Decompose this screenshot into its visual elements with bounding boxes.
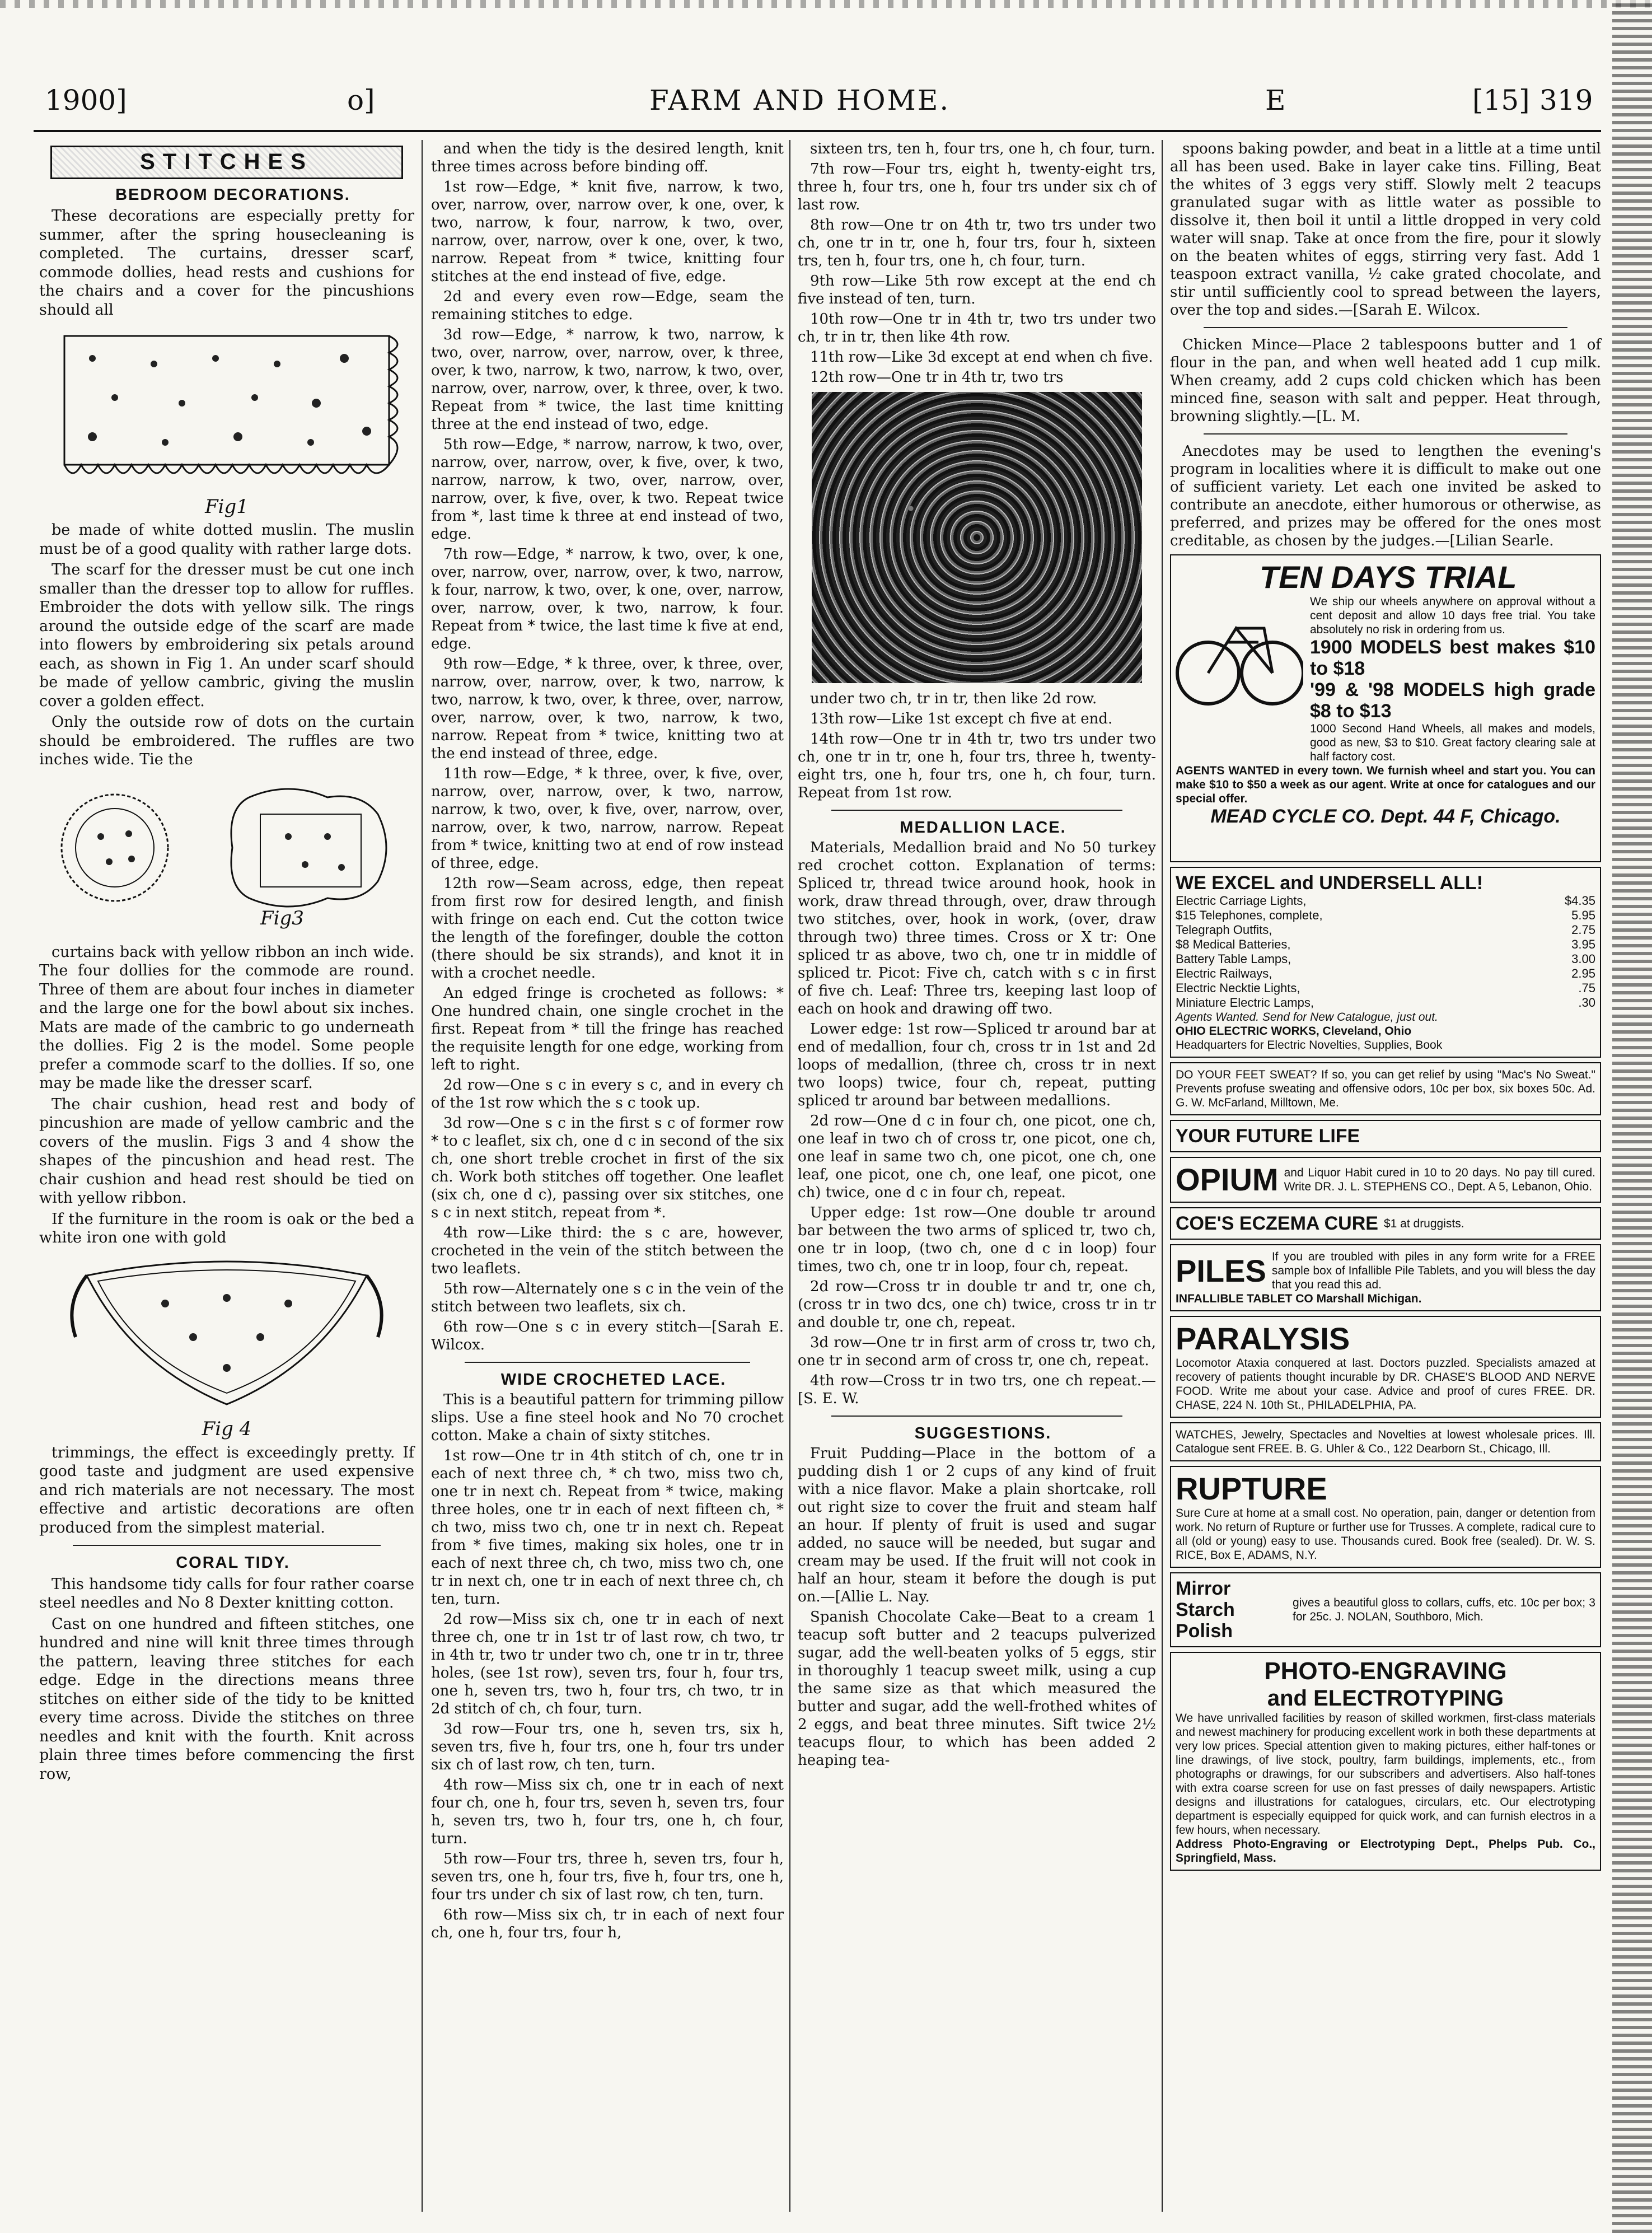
medallion-paragraph: 2d row—One d c in four ch, one picot, one ch, one leaf in two ch of cross tr, one picot, one ch, one leaf in same two ch, one picot, one ch, one leaf, one picot, one ch, one leaf, one picot, one ch) twice, one d c in four ch, repeat. [798, 1113, 1156, 1201]
price-list-row [1176, 952, 1595, 966]
binding-edge [1612, 0, 1652, 2233]
section-rule [73, 1545, 381, 1546]
ad-eczema-text: $1 at druggists. [1383, 1217, 1464, 1230]
lace-paragraph: 13th row—Like 1st except ch five at end. [810, 711, 1113, 727]
page-number: 319 [1539, 84, 1593, 116]
price-item-price: 2.75 [1571, 923, 1595, 937]
ad-future-text: LIFE [1318, 1125, 1360, 1147]
tidy-paragraph: 6th row—One s c in every stitch—[Sarah E. Wilcox. [431, 1319, 784, 1353]
column-1 [39, 140, 414, 1786]
medallion-paragraph: 4th row—Cross tr in two trs, one ch repeat.—[S. E. W. [798, 1372, 1156, 1407]
lace-paragraph: 14th row—One tr in 4th tr, two trs under two ch, one tr in tr, one h, four trs, three h, twenty-eight trs, one h, four trs, one h, ch four, turn. Repeat from 1st row. [798, 731, 1156, 801]
ad-photo-address: Address Photo-Engraving or Electrotyping Dept., Phelps Pub. Co., Springfield, Mass. [1176, 1838, 1595, 1865]
lace-paragraph: This is a beautiful pattern for trimming pillow slips. Use a fine steel hook and No 70 crochet cotton. Make a chain of sixty stitches. [431, 1391, 784, 1444]
price-item-price: .75 [1578, 981, 1595, 995]
tidy-paragraph: 4th row—Like third: the s c are, however, crocheted in the vein of the stitch between the two leaflets. [431, 1225, 784, 1277]
ad-rupture-text: Sure Cure at home at a small cost. No operation, pain, danger or detention from work. No return of Rupture or further use for Trusses. A complete, radical cure to all (old or young) easy to use. Thousands cured. Book free (sealed). Dr. W. S. RICE, Box E, ADAMS, N.Y. [1176, 1507, 1595, 1562]
lace-paragraph: 1st row—One tr in 4th stitch of ch, one tr in each of next three ch, * ch two, miss two ch, one tr in next ch. Repeat from * twice, making three holes, one tr in each of next fifteen ch, * ch two, miss two ch, one tr in next ch. Repeat from * five times, making six holes, one tr in each of next three ch, ch two, miss two ch, one tr in next ch, one tr in each of next three ch, ch ten, turn. [431, 1447, 784, 1608]
ad-eczema [1170, 1207, 1601, 1240]
ad-trial-text: We ship our wheels anywhere on approval without a cent deposit and allow 10 days free trial. You take absolutely no risk in ordering from us. [1310, 595, 1595, 636]
ad-mirror-text: gives a beautiful gloss to collars, cuffs, etc. 10c per box; 3 for 25c. J. NOLAN, Southboro, Mich. [1293, 1596, 1595, 1623]
tidy-paragraph: 1st row—Edge, * knit five, narrow, k two, over, narrow, over, narrow over, k one, over, k two, narrow, k four, narrow, k two, over, narrow, over, narrow, over k one, over, k two, narrow. Repeat from * twice, knitting four stitches at the end instead of five, edge. [431, 179, 784, 285]
bedroom-paragraph: Only the outside row of dots on the curtain should be embroidered. The ruffles are two inches wide. Tie the [39, 713, 414, 768]
price-list-row [1176, 923, 1595, 937]
coral-tidy-heading: CORAL TIDY. [176, 1554, 290, 1572]
ad-trial-company: MEAD CYCLE CO. Dept. 44 F, Chicago. [1210, 806, 1561, 827]
ad-watches [1170, 1422, 1601, 1461]
column-4 [1170, 140, 1601, 1875]
anecdote-paragraph: Anecdotes may be used to lengthen the evening's program in localities where it is difficult to make out one of sufficient variety. Let each one invited be asked to contribute an anecdote, either humorous or otherwise, as preferred, and prizes may be offered for the ones most creditable, as chosen by the judges.—[Lilian Searle. [1170, 443, 1601, 549]
lace-paragraph: 5th row—Four trs, three h, seven trs, four h, seven trs, one h, four trs, five h, four trs, one h, four trs under ch six of last row, ch ten, turn. [431, 1851, 784, 1903]
ad-photo-title: PHOTO-ENGRAVING [1264, 1657, 1507, 1685]
column-rule-2 [789, 140, 790, 2212]
lace-paragraph: sixteen trs, ten h, four trs, one h, ch four, turn. [810, 141, 1155, 157]
ad-excel-wanted: Agents Wanted. Send for New Catalogue, just out. [1176, 1011, 1438, 1024]
bedroom-paragraph: be made of white dotted muslin. The muslin must be of a good quality with rather large dots. [39, 521, 414, 558]
pincushion-illustration [48, 775, 406, 921]
price-item-name: Electric Railways, [1176, 966, 1272, 980]
tidy-paragraph: 3d row—Edge, * narrow, k two, narrow, k two, over, narrow, over, narrow, over, k three, over, k two, narrow, k two, narrow, k two, over, narrow, over, narrow, over, k three, over, k two. Repeat from * twice, the last time knitting three at the end instead of two, edge. [431, 326, 784, 433]
price-list-row [1176, 894, 1595, 908]
medallion-paragraph: Lower edge: 1st row—Spliced tr around bar at end of medallion, four ch, cross tr in 1st and 2d loops of medallion, (three ch, cross tr in next two loops) twice, four ch, repeat, putting spliced tr around bar between medallions. [798, 1021, 1156, 1109]
medallion-lace-heading: MEDALLION LACE. [900, 819, 1066, 837]
ad-future-title: YOUR FUTURE [1176, 1125, 1313, 1147]
tidy-paragraph: 5th row—Edge, * narrow, narrow, k two, over, narrow, over, narrow, over, k five, over, k two, narrow, narrow, k two, over, narrow, over, narrow, over, k five, over, k two. Repeat twice from *, last time k three at end instead of two, edge. [431, 436, 784, 543]
ad-piles-text: If you are troubled with piles in any form write for a FREE sample box of Infallible Pile Tablets, and you will bless the day that you read this ad. [1271, 1250, 1595, 1291]
wide-lace-heading: WIDE CROCHETED LACE. [500, 1371, 727, 1389]
price-item-price: 3.95 [1571, 937, 1595, 951]
price-item-price: 3.00 [1571, 952, 1595, 966]
column-rule-3 [1162, 140, 1163, 2212]
ad-trial-text-2: 1000 Second Hand Wheels, all makes and models, good as new, $3 to $10. Great factory clearing sale at half factory cost. [1310, 722, 1595, 763]
tidy-paragraph: An edged fringe is crocheted as follows: * One hundred chain, one single crochet in the first. Repeat from * till the fringe has reached the requisite length for one edge, working from left to right. [431, 985, 784, 1073]
recipe-paragraph: spoons baking powder, and beat in a little at a time until all has been used. Bake in layer cake tins. Filling, Beat the whites of 3 eggs very stiff. Slowly melt 2 teacups granulated sugar with as little water as possible to dissolve it, then boil it until a little dropped in very cold water will snap. Take at once from the fire, pour it slowly on the beaten whites of eggs, stirring very fast. Add 1 teaspoon extract vanilla, ½ cake grated chocolate, and stir until sufficiently cool to spread between the layers, over the top and sides.—[Sarah E. Wilcox. [1170, 141, 1601, 319]
ad-electric-works [1170, 867, 1601, 1058]
price-item-name: Electric Carriage Lights, [1176, 894, 1307, 908]
recipe-paragraph: Chicken Mince—Place 2 tablespoons butter and 1 of flour in the pan, and when well heated add 1 cup milk. When creamy, add 2 cups cold chicken which has been minced fine, season with salt and pepper. Heat through, browning slightly.—[L. M. [1170, 337, 1601, 425]
lace-paragraph: 2d row—Miss six ch, one tr in each of next three ch, one tr in 1st tr of last row, ch two, tr in 4th tr, two tr under two ch, one tr in tr, three holes, (see 1st row), seven trs, four h, four trs, one h, seven trs, two h, four trs, ch two, tr in 2d stitch of ch, ch four, turn. [431, 1611, 784, 1717]
ad-excel-company: OHIO ELECTRIC WORKS, Cleveland, Ohio [1176, 1025, 1412, 1038]
price-item-price: $4.35 [1564, 894, 1595, 908]
tidy-paragraph: 3d row—One s c in the first s c of former row * to c leaflet, six ch, one d c in second of the six ch, one short treble crochet in first of the six ch. Work both stitches off together. One leaflet (six ch, one d c), passing over six stitches, one s c in next stitch, repeat from *. [431, 1115, 784, 1221]
stitches-title-graphic: STITCHES [50, 146, 403, 179]
ad-paralysis-text: Locomotor Ataxia conquered at last. Doctors puzzled. Specialists amazed at recovery of patients thought incurable by DR. CHASE'S BLOOD AND NERVE FOOD. Write me about your case. Advice and proof of cures FREE. DR. CHASE, 224 N. 10th St., PHILADELPHIA, PA. [1176, 1357, 1595, 1412]
lace-paragraph: 12th row—One tr in 4th tr, two trs [810, 369, 1064, 386]
ad-ten-days-trial [1170, 554, 1601, 862]
price-list-row [1176, 937, 1595, 952]
ad-trial-title: TEN DAYS TRIAL [1260, 559, 1517, 595]
header-mark-right: E [1265, 84, 1286, 116]
section-rule [465, 1362, 750, 1363]
coral-paragraph: Cast on one hundred and fifteen stitches, one hundred and nine will knit three times through the pattern, leaving three stitches for each edge. Edge in the directions means three stitches on either side of the tidy to be knitted every time across. Divide the stitches on three needles and knit with the fourth. Knit across plain three times before commencing the first row, [39, 1615, 414, 1783]
price-item-name: Telegraph Outfits, [1176, 923, 1272, 937]
price-item-name: Battery Table Lamps, [1176, 952, 1291, 966]
ad-opium-title: OPIUM [1176, 1162, 1279, 1197]
price-list-row [1176, 908, 1595, 923]
ad-trial-price-2: '99 & '98 MODELS high grade $8 to $13 [1310, 679, 1595, 722]
tidy-paragraph: and when the tidy is the desired length, knit three times across before binding off. [431, 141, 784, 175]
tidy-paragraph: 2d and every even row—Edge, seam the remaining stitches to edge. [431, 288, 784, 323]
torn-top-edge [0, 0, 1652, 8]
ad-eczema-title: COE'S ECZEMA CURE [1176, 1213, 1378, 1234]
suggestions-heading: SUGGESTIONS. [914, 1424, 1052, 1442]
price-list-row [1176, 966, 1595, 981]
ad-photo-title-2: and ELECTROTYPING [1267, 1686, 1504, 1711]
figure-3 [48, 775, 406, 937]
bedroom-paragraph: If the furniture in the room is oak or the bed a white iron one with gold [39, 1210, 414, 1246]
header-year: 1900] [45, 84, 127, 116]
tidy-paragraph: 7th row—Edge, * narrow, k two, over, k one, over, narrow, over, narrow, over, k two, narrow, k four, narrow, k two, over, k one, over, narrow, over, narrow, over, k two, narrow, k four. Repeat from * twice, the last time k five at end, edge. [431, 546, 784, 652]
ad-feet-text: DO YOUR FEET SWEAT? If so, you can get relief by using "Mac's No Sweat." Prevents profuse sweating and offensive odors, 10c per box, six boxes 50c. Ad. G. W. McFarland, Milltown, Me. [1176, 1068, 1595, 1109]
medallion-paragraph: 3d row—One tr in first arm of cross tr, two ch, one tr in second arm of cross tr, one ch, repeat. [798, 1334, 1156, 1369]
bedroom-paragraph: The scarf for the dresser must be cut one inch smaller than the dresser top to allow for ruffles. Embroider the dots with yellow silk. The rings around the outside edge of the scarf are made into flowers by embroidering six petals around each, as shown in Fig 1. An under scarf should be made of yellow cambric, giving the muslin cover a golden effect. [39, 561, 414, 710]
figure-4-caption: Fig 4 [202, 1418, 252, 1440]
price-item-name: $15 Telephones, complete, [1176, 908, 1323, 922]
ad-sweating-feet [1170, 1062, 1601, 1115]
tidy-paragraph: 12th row—Seam across, edge, then repeat from first row for desired length, and finish with fringe on each end. Cut the cotton twice the length of the forefinger, double the cotton (there should be six strands), and knot it in with a crochet needle. [431, 875, 784, 982]
figure-4 [53, 1253, 400, 1438]
tidy-paragraph: 11th row—Edge, * k three, over, k five, over, narrow, over, narrow, over, k two, narrow, narrow, k two, over, k five, over, narrow, over, narrow, over, k two, narrow, narrow. Repeat from * twice, knitting two at end of row instead of three, edge. [431, 765, 784, 872]
ad-opium [1170, 1157, 1601, 1203]
figure-1-caption: Fig1 [205, 495, 249, 518]
price-item-price: 2.95 [1571, 966, 1595, 980]
column-2 [431, 140, 784, 1944]
scarf-illustration [53, 325, 400, 493]
ad-mirror-title: Mirror Starch Polish [1176, 1578, 1235, 1642]
bedroom-paragraph: The chair cushion, head rest and body of pincushion are made of yellow cambric and the covers of the muslin. Figs 3 and 4 show the shapes of the pincushion and head rest. The chair cushion and head rest should be tied on with yellow ribbon. [39, 1095, 414, 1207]
lace-paragraph: 6th row—Miss six ch, tr in each of next four ch, one h, four trs, four h, [431, 1907, 784, 1941]
ad-your-future [1170, 1120, 1601, 1152]
page-title: FARM AND HOME. [649, 84, 951, 116]
section-rule [1204, 327, 1567, 328]
medallion-paragraph: Materials, Medallion braid and No 50 turkey red crochet cotton. Explanation of terms: Spliced tr, thread twice around hook, hook in work, draw thread through, over, draw through two stitches, over, hook in work, (over, draw through two) three times. Cross or X tr: One spliced tr as above, two ch, one tr in middle of spliced tr. Picot: Five ch, catch with s c in first of five ch. Leaf: Three trs, keeping last loop of each on hook and drawing off two. [798, 839, 1156, 1017]
section-rule [1204, 433, 1567, 435]
price-list-row [1176, 996, 1595, 1010]
ad-excel-title: WE EXCEL and UNDERSELL ALL! [1176, 872, 1483, 894]
lace-paragraph: 8th row—One tr on 4th tr, two trs under two ch, one tr in tr, one h, four trs, four h, sixteen trs, ten h, four trs, one h, ch four, turn. [798, 217, 1156, 269]
coral-paragraph: This handsome tidy calls for four rather coarse steel needles and No 8 Dexter knitting cotton. [39, 1575, 414, 1611]
header-mark-left: o] [347, 84, 375, 116]
lace-photograph [812, 392, 1142, 683]
figure-1 [53, 325, 400, 518]
ad-piles-title: PILES [1176, 1253, 1266, 1288]
price-item-name: Miniature Electric Lamps, [1176, 996, 1314, 1010]
ad-watches-text: WATCHES, Jewelry, Spectacles and Novelties at lowest wholesale prices. Ill. Catalogue sent FREE. B. G. Uhler & Co., 122 Dearborn St., Chicago, Ill. [1176, 1428, 1595, 1455]
price-item-name: Electric Necktie Lights, [1176, 981, 1300, 995]
column-3 [798, 140, 1156, 1772]
bedroom-paragraph: curtains back with yellow ribbon an inch wide. The four dollies for the commode are round. Three of them are about four inches in diameter and the large one for the bowl about six inches. Mats are made of the cambric to go underneath the dollies. Fig 2 is the model. Some people prefer a commode scarf to the dollies. If so, one may be made like the dresser scarf. [39, 943, 414, 1092]
ad-rupture-title: RUPTURE [1176, 1471, 1327, 1506]
ad-mirror-starch [1170, 1572, 1601, 1647]
section-rule [831, 810, 1122, 811]
tidy-paragraph: 5th row—Alternately one s c in the vein of the stitch between two leaflets, six ch. [431, 1281, 784, 1315]
lace-paragraph: under two ch, tr in tr, then like 2d row. [810, 690, 1097, 707]
lace-paragraph: 4th row—Miss six ch, one tr in each of next four ch, one h, four trs, seven h, seven trs, four h, seven trs, two h, four trs, one h, ch four, turn. [431, 1777, 784, 1847]
header-bracket: [15] [1472, 84, 1530, 116]
ad-paralysis [1170, 1316, 1601, 1418]
figure-3-caption: Fig3 [260, 907, 304, 929]
tidy-paragraph: 2d row—One s c in every s c, and in every ch of the 1st row which the s c took up. [431, 1077, 784, 1111]
medallion-paragraph: Upper edge: 1st row—One double tr around bar between the two arms of spliced tr, two ch, one tr in loop, (two ch, one d c in loop) four times, two ch, one tr in loop, four ch, repeat. [798, 1204, 1156, 1275]
recipe-paragraph: Spanish Chocolate Cake—Beat to a cream 1 teacup soft butter and 2 teacups pulverized sugar, add the well-beaten yolks of 5 eggs, stir in thoroughly 1 teacup sweet milk, using a cup the same size as that which measured the butter and sugar, add the well-frothed whites of 2 eggs, and beat three minutes. Sift twice 2½ teacups flour, to which has been added 2 heaping tea- [798, 1609, 1156, 1769]
ad-opium-text: and Liquor Habit cured in 10 to 20 days. No pay till cured. Write DR. J. L. STEPHENS CO., Dept. A 5, Lebanon, Ohio. [1284, 1166, 1595, 1193]
lace-paragraph: 9th row—Like 5th row except at the end ch five instead of ten, turn. [798, 273, 1156, 307]
lace-paragraph: 3d row—Four trs, one h, seven trs, six h, seven trs, five h, four trs, one h, four trs under six ch of last row, ch ten, turn. [431, 1721, 784, 1773]
price-item-price: .30 [1578, 996, 1595, 1010]
ad-piles [1170, 1244, 1601, 1311]
bedroom-paragraph: These decorations are especially pretty for summer, after the spring housecleaning is completed. The curtains, dresser scarf, commode dollies, head rests and cushions for the chairs and a cover for the pincushions should all [39, 207, 414, 319]
recipe-paragraph: Fruit Pudding—Place in the bottom of a pudding dish 1 or 2 cups of any kind of fruit with a nice flavor. Make a plain shortcake, roll out right size to cover the fruit and steam half an hour. If plenty of fruit is used and sugar added, no sauce will be needed, but sugar and cream may be used. If the fruit will not cook in half an hour, steam it before the dough is put on.—[Allie L. Nay. [798, 1445, 1156, 1605]
ad-photo-engraving [1170, 1652, 1601, 1871]
bedroom-paragraph: trimmings, the effect is exceedingly pretty. If good taste and judgment are used expensive and rich materials are not necessary. The most effective and artistic decorations are often produced from the simplest material. [39, 1443, 414, 1536]
section-rule [831, 1416, 1122, 1417]
ad-trial-price-1: 1900 MODELS best makes $10 to $18 [1310, 637, 1595, 679]
ad-photo-text: We have unrivalled facilities by reason of skilled workmen, first-class materials and newest machinery for producing excellent work in both these departments at very low prices. Special attention given to making pictures, either half-tones or line drawings, of live stock, poultry, farm buildings, implements, etc., from photographs or drawings, for our subscribers and advertisers. Also half-tones with extra coarse screen for use on fast presses of daily newspapers. Artistic designs and illustrations for catalogues, circulars, etc. Our electrotyping department is especially equipped for quick work, and can furnish electros in a few hours, when necessary. [1176, 1712, 1595, 1837]
medallion-paragraph: 2d row—Cross tr in double tr and tr, one ch, (cross tr in two dcs, one ch) twice, cross tr in tr and double tr, one ch, repeat. [798, 1278, 1156, 1331]
bicycle-icon [1174, 583, 1303, 712]
header-rule [34, 130, 1601, 132]
lace-paragraph: 11th row—Like 3d except at end when ch five. [810, 349, 1153, 366]
price-list-row [1176, 981, 1595, 996]
bedroom-heading: BEDROOM DECORATIONS. [115, 185, 350, 204]
head-rest-illustration [53, 1253, 400, 1416]
page-header [34, 84, 1601, 129]
lace-paragraph: 7th row—Four trs, eight h, twenty-eight trs, three h, four trs, one h, four trs under six ch of last row. [798, 161, 1156, 213]
ad-paralysis-title: PARALYSIS [1176, 1321, 1350, 1356]
ad-piles-sub: INFALLIBLE TABLET CO Marshall Michigan. [1176, 1292, 1422, 1305]
ad-trial-agents: AGENTS WANTED in every town. We furnish wheel and start you. You can make $10 to $50 a week as our agent. Write at once for catalogues and our special offer. [1176, 764, 1595, 805]
tidy-paragraph: 9th row—Edge, * k three, over, k three, over, narrow, over, narrow, over, k two, narrow, k two, narrow, k two, over, k three, over, narrow, over, narrow, over, k two, narrow, k two, narrow. Repeat from * twice, knitting two at the end instead of three, edge. [431, 656, 784, 762]
ad-rupture [1170, 1466, 1601, 1568]
lace-paragraph: 10th row—One tr in 4th tr, two trs under two ch, tr in tr, then like 4th row. [798, 311, 1156, 345]
price-item-price: 5.95 [1571, 908, 1595, 922]
price-item-name: $8 Medical Batteries, [1176, 937, 1291, 951]
ad-excel-hq: Headquarters for Electric Novelties, Supplies, Book [1176, 1039, 1443, 1052]
column-rule-1 [422, 140, 423, 2212]
ad-excel-list [1176, 894, 1595, 1010]
